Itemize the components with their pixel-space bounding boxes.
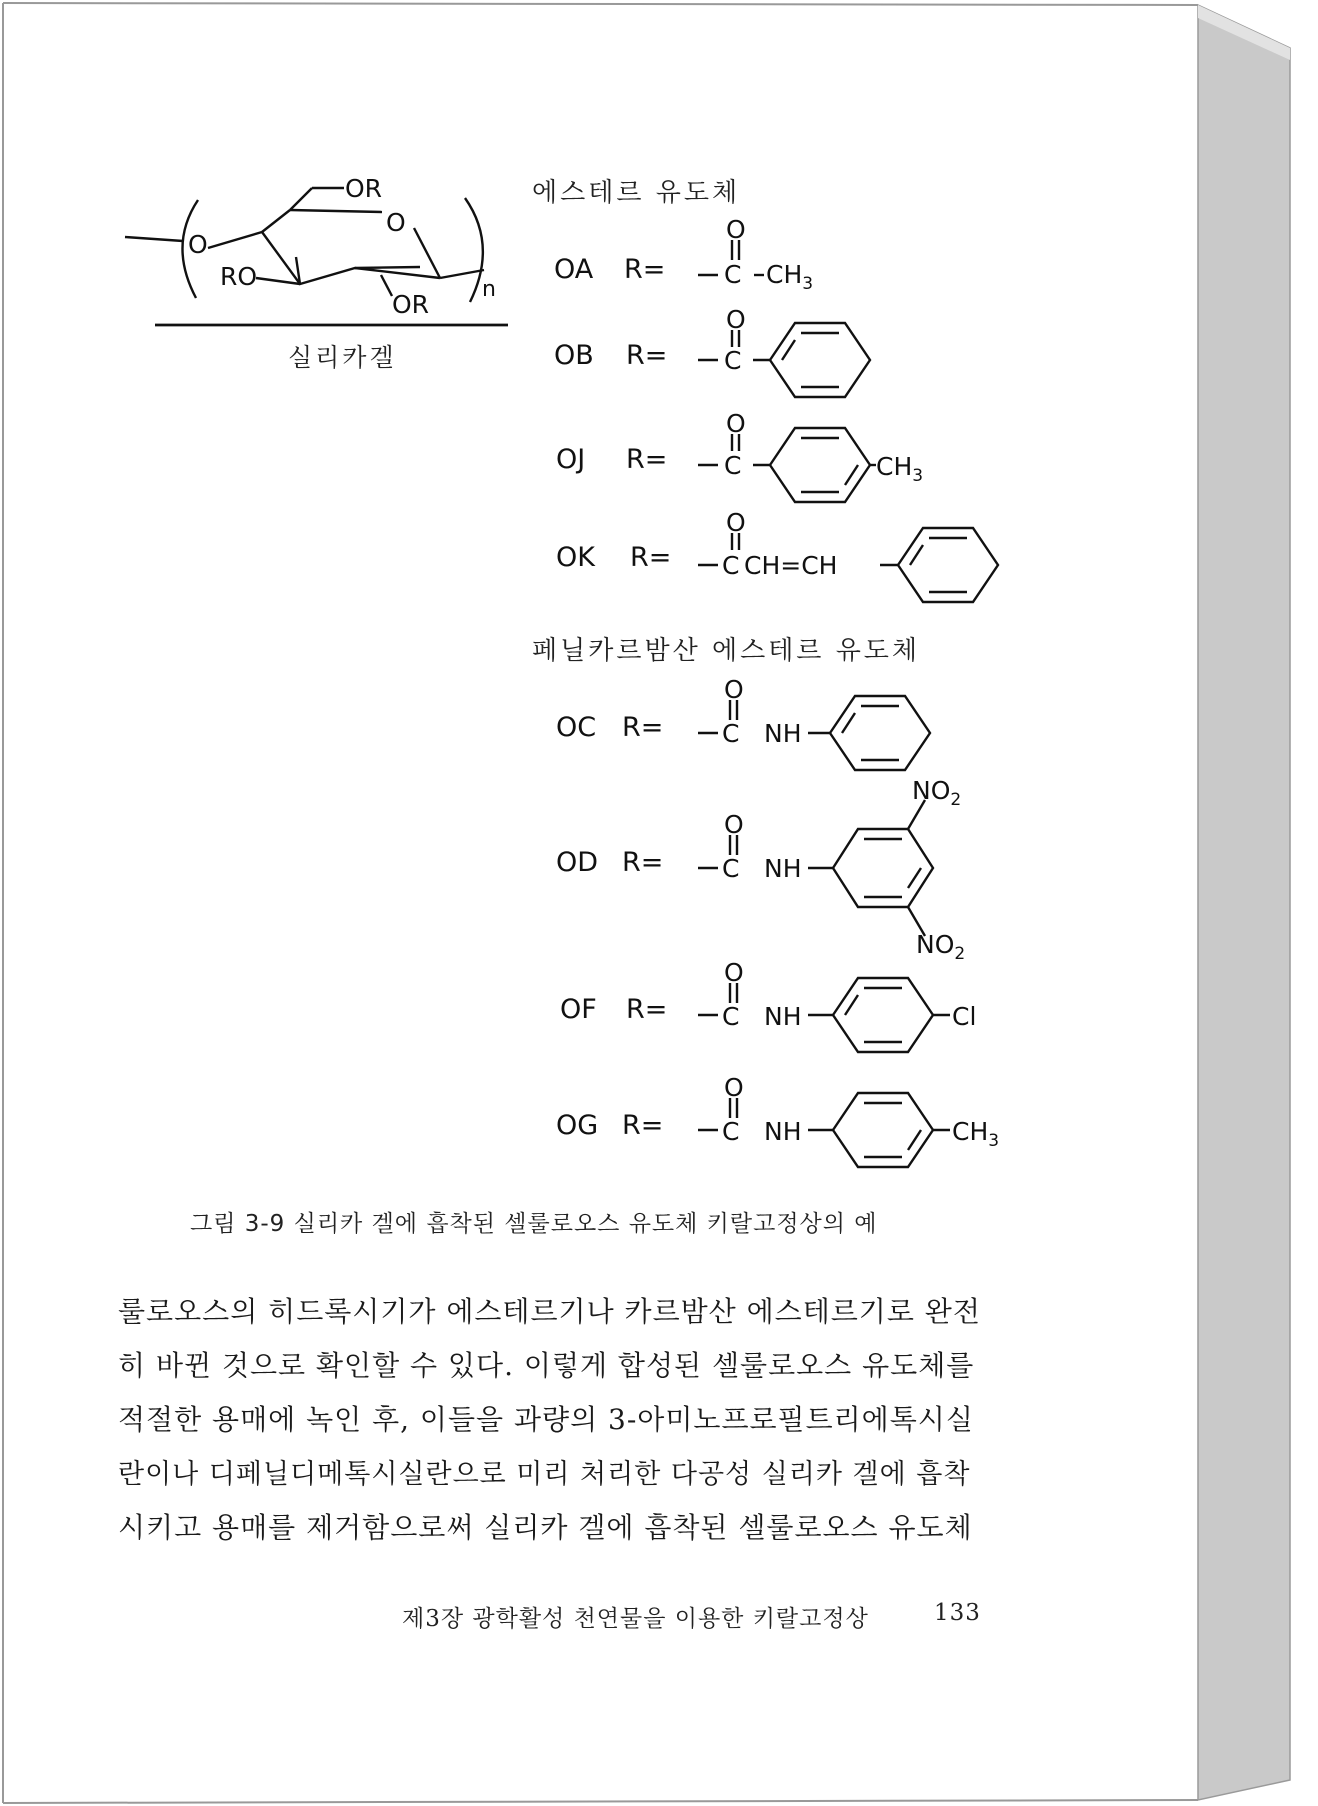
tail-oa: $CH_3$ [766,260,814,294]
r-label-ok: R= [630,542,672,573]
polymer-or-top: OR [345,174,383,203]
no2-bottom-od: $NO_2$ [916,930,966,964]
row-code-og: OG [556,1110,599,1141]
carbonyl-c-oj: C [724,451,742,480]
carbonyl-o-ok: O [726,508,746,537]
nh-od: NH [764,854,802,883]
carbonyl-o-od: O [724,810,744,839]
carbonyl-c-oc: C [722,719,740,748]
carbonyl-o-of: O [724,958,744,987]
ester-heading: 에스테르 유도체 [532,178,741,208]
polymer-ro: RO [220,262,258,291]
row-code-oj: OJ [556,444,586,475]
carbonyl-o-oc: O [724,675,744,704]
carbonyl-c-of: C [722,1002,740,1031]
carbonyl-c-oa: C [724,260,742,289]
row-code-oa: OA [554,254,594,285]
carbonyl-c-ok: C [722,551,740,580]
page-number: 133 [934,1600,981,1626]
nh-og: NH [764,1117,802,1146]
r-label-og: R= [622,1110,664,1141]
polymer-ring-oxygen: O [386,208,406,237]
row-code-ob: OB [554,340,594,371]
chain-ok: CH=CH [744,551,838,580]
body-line: 적절한 용매에 녹인 후, 이들을 과량의 3-아미노프로필트리에톡시실 [118,1403,974,1436]
r-label-oa: R= [624,254,666,285]
r-label-ob: R= [626,340,668,371]
r-label-of: R= [626,994,668,1025]
carbonyl-o-oa: O [726,215,746,244]
carbonyl-c-og: C [722,1117,740,1146]
cellulose-repeat-unit [125,188,508,325]
chapter-footer: 제3장 광학활성 천연물을 이용한 키랄고정상 [402,1606,869,1632]
body-line: 시키고 용매를 제거함으로써 실리카 겔에 흡착된 셀룰로오스 유도체 [118,1511,973,1544]
carbonyl-o-oj: O [726,409,746,438]
tail-oj: $CH_3$ [876,452,924,486]
carbonyl-c-ob: C [724,346,742,375]
r-label-od: R= [622,847,664,878]
silica-gel-label: 실리카겔 [288,343,397,372]
polymer-left-oxygen: O [188,230,208,259]
polymer-subscript-n: n [482,277,496,302]
r-label-oc: R= [622,712,664,743]
body-line: 히 바뀐 것으로 확인할 수 있다. 이렇게 합성된 셀룰로오스 유도체를 [118,1349,975,1382]
nh-oc: NH [764,719,802,748]
carbamate-heading: 페닐카르밤산 에스테르 유도체 [532,636,921,666]
body-line: 란이나 디페닐디메톡시실란으로 미리 처리한 다공성 실리카 겔에 흡착 [118,1459,971,1490]
r-label-oj: R= [626,444,668,475]
no2-top-od: $NO_2$ [912,776,962,810]
tail-og: $CH_3$ [952,1117,1000,1151]
row-code-oc: OC [556,712,597,743]
tail-of: Cl [952,1002,977,1031]
carbonyl-c-od: C [722,854,740,883]
carbonyl-o-ob: O [726,305,746,334]
carbonyl-o-og: O [724,1073,744,1102]
body-line: 룰로오스의 히드록시기가 에스테르기나 카르밤산 에스테르기로 완전 [118,1295,981,1328]
row-code-of: OF [560,994,597,1025]
ok-structure [698,528,998,602]
row-code-od: OD [556,847,599,878]
nh-of: NH [764,1002,802,1031]
polymer-or-bottom: OR [392,290,430,319]
figure-caption: 그림 3-9 실리카 겔에 흡착된 셀룰로오스 유도체 키랄고정상의 예 [190,1211,878,1237]
row-code-ok: OK [556,542,595,573]
